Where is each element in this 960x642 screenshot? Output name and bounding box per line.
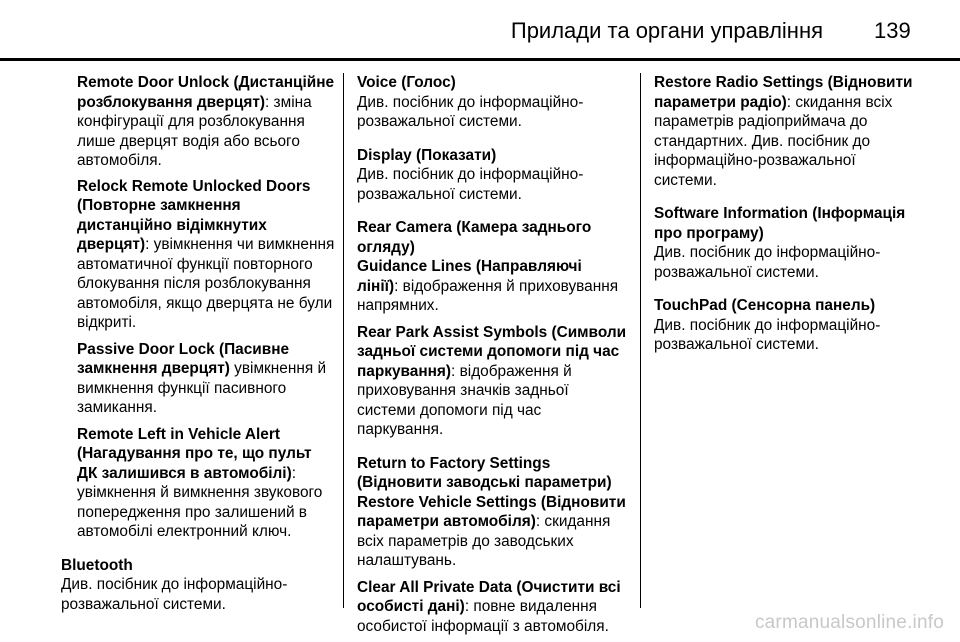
entry-return-to-factory-settings: Return to Factory Settings (Відновити заводські параметри) — [357, 454, 612, 491]
column-3 — [654, 73, 914, 355]
entry-title: Bluetooth — [61, 556, 133, 574]
entry-rear-camera: Rear Camera (Камера заднього огляду) — [357, 219, 592, 256]
entry-title: Display (Показати) — [357, 146, 497, 164]
entry-passive-door-lock — [61, 340, 335, 418]
entry-text: Див. посібник до інформаційно-розважальної системи. — [654, 316, 881, 353]
entry-software-information — [654, 204, 914, 282]
entry-touchpad — [654, 296, 914, 355]
entry-title: Rear Park Assist Symbols (Символи задньої системи допомоги під час паркування) — [357, 323, 627, 380]
entry-text: : увімкнення чи вимкнення автоматичної функції повторного блокування після розблокування автомобіля, якщо дверцята не були відкриті. — [77, 236, 335, 331]
entry-clear-all-private-data — [357, 578, 627, 637]
entry-guidance-lines — [357, 257, 627, 316]
entry-text: : скидання всіх параметрів до заводських налаштувань. — [357, 513, 611, 569]
entry-text: Див. посібник до інформаційно-розважальної системи. — [357, 93, 584, 130]
entry-remote-door-unlock — [61, 73, 335, 171]
entry-title: Restore Radio Settings (Відновити параметри радіо) — [654, 74, 913, 111]
entry-title: Relock Remote Unlocked Doors (Повторне замкнення дистанційно відімкнутих дверцят) — [77, 177, 311, 253]
entry-text: : відображення й приховування значків задньої системи допомоги під час паркування. — [357, 362, 572, 438]
entry-title: Voice (Голос) — [357, 74, 456, 91]
entry-title: Passive Door Lock (Пасивне замкнення дверцят) — [77, 340, 290, 377]
entry-rear-park-assist-symbols — [357, 323, 627, 440]
entry-title: Restore Vehicle Settings (Відновити параметри автомобіля) — [357, 493, 626, 530]
entry-restore-radio-settings — [654, 73, 914, 190]
entry-title: Remote Left in Vehicle Alert (Нагадування про те, що пульт ДК залишився в автомобілі) — [77, 425, 312, 482]
entry-title: Software Information (Інформація про програму) — [654, 205, 906, 242]
entry-text: Див. посібник до інформаційно-розважальної системи. — [61, 576, 288, 613]
header-divider — [0, 58, 960, 61]
entry-text: Див. посібник до інформаційно-розважальної системи. — [357, 166, 584, 203]
entry-remote-left-in-vehicle-alert — [61, 425, 335, 542]
entry-title: Remote Door Unlock (Дистанційне розблокування дверцят) — [77, 74, 335, 111]
column-divider-1 — [343, 73, 344, 608]
entry-title: Guidance Lines (Направляючі лінії) — [357, 258, 582, 295]
page-header-title: Прилади та органи управління — [510, 18, 823, 43]
watermark: carmanualsonline.info — [754, 612, 944, 633]
entry-text: : увімкнення й вимкнення звукового попередження про залишений в автомобілі електронний ключ. — [77, 464, 323, 540]
page-number: 139 — [874, 18, 911, 43]
entry-voice — [357, 73, 627, 132]
column-1 — [61, 73, 335, 614]
entry-text: : зміна конфігурації для розблокування лише дверцят водія або всього автомобіля. — [77, 93, 312, 169]
entry-text: увімкнення й вимкнення функції пасивного замикання. — [77, 360, 327, 416]
column-2 — [357, 73, 627, 636]
entry-text: : відображення й приховування напрямних. — [357, 277, 619, 314]
entry-bluetooth — [61, 556, 335, 615]
entry-text: Див. посібник до інформаційно-розважальної системи. — [654, 244, 881, 281]
entry-title: TouchPad (Сенсорна панель) — [654, 297, 876, 314]
entry-text: : скидання всіх параметрів радіоприймача до стандартних. Див. посібник до інформаційно-розважальної системи. — [654, 93, 893, 189]
entry-display — [357, 146, 627, 205]
column-divider-2 — [640, 73, 641, 608]
entry-restore-vehicle-settings — [357, 493, 627, 571]
entry-title: Clear All Private Data (Очистити всі особисті дані) — [357, 578, 621, 615]
entry-text: : повне видалення особистої інформації з автомобіля. — [357, 598, 609, 635]
entry-relock-remote-unlocked-doors — [61, 177, 335, 333]
